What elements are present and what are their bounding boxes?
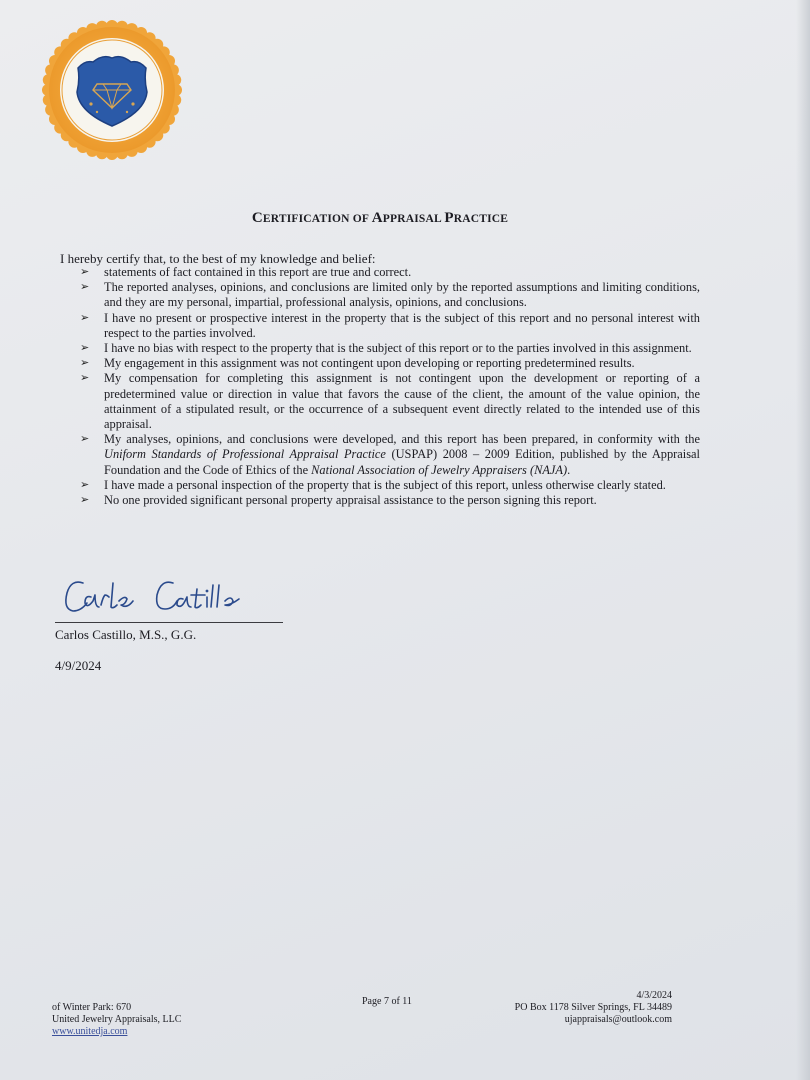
list-item-text: The reported analyses, opinions, and conclusions are limited only by the reported assumptions and limiting conditions, and they are my personal, impartial, professional analysis, opinions, and conclusions. xyxy=(104,280,700,310)
arrow-bullet-icon: ➢ xyxy=(80,494,90,507)
arrow-bullet-icon: ➢ xyxy=(80,478,90,491)
list-item xyxy=(80,265,700,280)
list-item-uspap xyxy=(80,432,700,478)
footer-right xyxy=(500,990,672,1026)
list-item-text: statements of fact contained in this report are true and correct. xyxy=(104,265,412,279)
title-letter: P xyxy=(444,210,454,226)
list-item-text: My engagement in this assignment was not contingent upon developing or reporting predetermined results. xyxy=(104,356,635,371)
list-item xyxy=(80,280,700,310)
uspap-text-1: My analyses, opinions, and conclusions were developed, and this report has been prepared, in conformity with the xyxy=(104,432,700,447)
uspap-standard-name: Uniform Standards of Professional Appraisal Practice xyxy=(104,447,386,462)
list-item xyxy=(80,371,700,432)
list-item xyxy=(80,311,700,341)
signature-date: 4/9/2024 xyxy=(55,658,102,673)
list-item-text: My compensation for completing this assignment is not contingent upon the development or reporting of a predetermined value or direction in value that favors the cause of the client, the amount of the value opinion, the attainment of a stipulated result, or the occurrence of a subsequent event directly related to the intended use of this appraisal. xyxy=(104,371,700,432)
certification-list xyxy=(80,265,700,508)
document-title xyxy=(0,210,760,227)
list-item-text: I have no present or prospective interest in the property that is the subject of this report and no personal interest with respect to the parties involved. xyxy=(104,310,700,340)
footer-address: PO Box 1178 Silver Springs, FL 34489 xyxy=(514,1002,672,1013)
arrow-bullet-icon: ➢ xyxy=(80,372,90,385)
footer-website-link[interactable]: www.unitedja.com xyxy=(52,1026,128,1037)
page-number: Page 7 of 11 xyxy=(362,996,412,1007)
footer-email: ujappraisals@outlook.com xyxy=(564,1014,672,1025)
handwritten-signature xyxy=(55,565,295,625)
list-item xyxy=(80,493,700,508)
intro-statement: I hereby certify that, to the best of my knowledge and belief: xyxy=(60,251,376,266)
title-word: ERTIFICATION OF xyxy=(262,213,372,225)
list-item xyxy=(80,478,700,493)
title-word: PPRAISAL xyxy=(382,213,445,225)
naja-name: National Association of Jewelry Appraisers (NAJA) xyxy=(311,462,568,477)
uspap-text-2: (USPAP) 2008 – 2009 Edition, published by the Appraisal Foundation and the Code of Ethics of the xyxy=(104,447,700,477)
arrow-bullet-icon: ➢ xyxy=(80,266,90,278)
title-word: RACTICE xyxy=(453,213,509,225)
list-item-text: I have no bias with respect to the property that is the subject of this report or to the parties involved in this assignment. xyxy=(104,341,692,356)
title-letter: A xyxy=(371,210,383,226)
footer-left xyxy=(52,1002,181,1038)
title-letter: C xyxy=(251,210,263,226)
jewelry-seal-logo xyxy=(35,18,190,163)
footer-date: 4/3/2024 xyxy=(636,990,672,1001)
page-edge-shadow xyxy=(796,0,810,1080)
arrow-bullet-icon: ➢ xyxy=(80,311,90,324)
footer-company: United Jewelry Appraisals, LLC xyxy=(52,1014,182,1025)
arrow-bullet-icon: ➢ xyxy=(80,342,90,355)
arrow-bullet-icon: ➢ xyxy=(80,281,90,294)
uspap-text-3: . xyxy=(567,462,571,477)
list-item xyxy=(80,356,700,371)
arrow-bullet-icon: ➢ xyxy=(80,433,90,446)
list-item-text: I have made a personal inspection of the property that is the subject of this report, unless otherwise clearly stated. xyxy=(104,477,666,492)
arrow-bullet-icon: ➢ xyxy=(80,357,90,370)
list-item xyxy=(80,341,700,356)
footer-branch: of Winter Park: 670 xyxy=(52,1002,132,1013)
list-item-text: No one provided significant personal property appraisal assistance to the person signing this report. xyxy=(104,493,597,508)
signer-name: Carlos Castillo, M.S., G.G. xyxy=(55,627,197,642)
signature-line xyxy=(55,622,283,623)
